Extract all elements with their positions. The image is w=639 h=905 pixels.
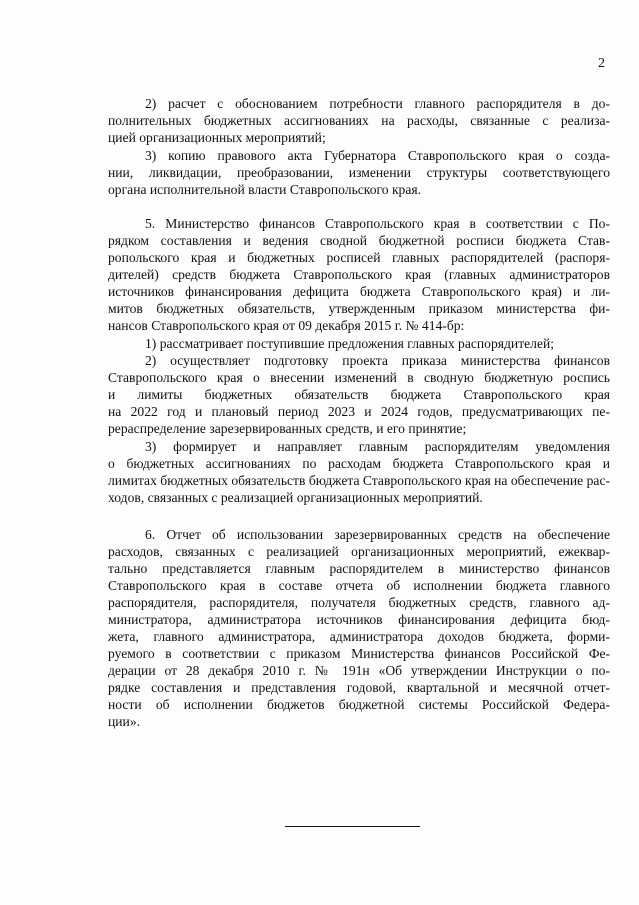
section-5-line-2: рядком составления и ведения сводной бюджетной росписи бюджета Став- xyxy=(108,233,610,248)
section-5-subitem-2-line-5: рераспределение зарезервированных средств, и его принятие; xyxy=(108,421,467,436)
section-6-line-4: Ставропольского края в составе отчета об исполнении бюджета главного xyxy=(108,578,610,593)
section-6-line-1: 6. Отчет об использовании зарезервированных средств на обеспечение xyxy=(145,527,610,542)
section-5-line-3: ропольского края и бюджетных росписей главных распорядителей (распоря- xyxy=(108,250,610,265)
section-5-subitem-1: 1) рассматривает поступившие предложения главных распорядителей; xyxy=(145,336,555,351)
paragraph-item-2-line-2: полнительных бюджетных ассигнованиях на расходы, связанные с реализа- xyxy=(108,113,610,128)
paragraph-item-3-line-3: органа исполнительной власти Ставропольского края. xyxy=(108,182,422,197)
section-6-line-2: расходов, связанных с реализацией организационных мероприятий, ежеквар- xyxy=(108,544,610,559)
section-6-line-12: ции». xyxy=(108,714,141,729)
section-5-subitem-2-line-2: Ставропольского края о внесении изменений в сводную бюджетную роспись xyxy=(108,370,610,385)
section-5-subitem-3-line-4: ходов, связанных с реализацией организационных мероприятий. xyxy=(108,490,483,505)
section-5-subitem-3-line-2: о бюджетных ассигнованиях по расходам бюджета Ставропольского края и xyxy=(108,456,610,471)
paragraph-item-2-line-1: 2) расчет с обоснованием потребности главного распорядителя в до- xyxy=(145,96,610,111)
paragraph-item-3-line-2: нии, ликвидации, преобразовании, изменении структуры соответствующего xyxy=(108,165,610,180)
section-5-subitem-3-line-1: 3) формирует и направляет главным распорядителям уведомления xyxy=(145,439,610,454)
section-5-line-1: 5. Министерство финансов Ставропольского края в соответствии с По- xyxy=(145,216,610,231)
paragraph-item-3-line-1: 3) копию правового акта Губернатора Ставропольского края о созда- xyxy=(145,148,610,163)
closing-separator-line xyxy=(285,826,420,827)
section-5-line-7: нансов Ставропольского края от 09 декабря 2015 г. № 414-бр: xyxy=(108,318,465,333)
section-6-line-9: дерации от 28 декабря 2010 г. № 191н «Об утверждении Инструкции о по- xyxy=(108,663,610,678)
section-5-subitem-2-line-1: 2) осуществляет подготовку проекта приказа министерства финансов xyxy=(145,353,610,368)
section-5-line-5: источников финансирования дефицита бюджета Ставропольского края) и ли- xyxy=(108,284,610,299)
section-6-line-11: ности об исполнении бюджетов бюджетной системы Российской Федера- xyxy=(108,697,610,712)
section-5-line-6: митов бюджетных обязательств, утвержденным приказом министерства фи- xyxy=(108,301,610,316)
section-6-line-5: распорядителя, распорядителя, получателя бюджетных средств, главного ад- xyxy=(108,595,610,610)
page-number: 2 xyxy=(598,56,605,71)
section-5-subitem-2-line-3: и лимиты бюджетных обязательств бюджета Ставропольского края xyxy=(108,387,610,402)
section-6-line-10: рядке составления и представления годовой, квартальной и месячной отчет- xyxy=(108,680,610,695)
section-5-subitem-3-line-3: лимитах бюджетных обязательств бюджета Ставропольского края на обеспечение рас- xyxy=(108,473,610,488)
paragraph-item-2-line-3: цией организационных мероприятий; xyxy=(108,130,326,145)
section-6-line-6: министратора, администратора источников финансирования дефицита бюд- xyxy=(108,612,610,627)
section-6-line-7: жета, главного администратора, администратора доходов бюджета, форми- xyxy=(108,629,610,644)
section-5-subitem-2-line-4: на 2022 год и плановый период 2023 и 2024 годов, предусматривающих пе- xyxy=(108,404,610,419)
section-5-line-4: дителей) средств бюджета Ставропольского края (главных администраторов xyxy=(108,267,610,282)
section-6-line-3: тально представляется главным распорядителем в министерство финансов xyxy=(108,561,610,576)
section-6-line-8: руемого в соответствии с приказом Министерства финансов Российской Фе- xyxy=(108,646,610,661)
